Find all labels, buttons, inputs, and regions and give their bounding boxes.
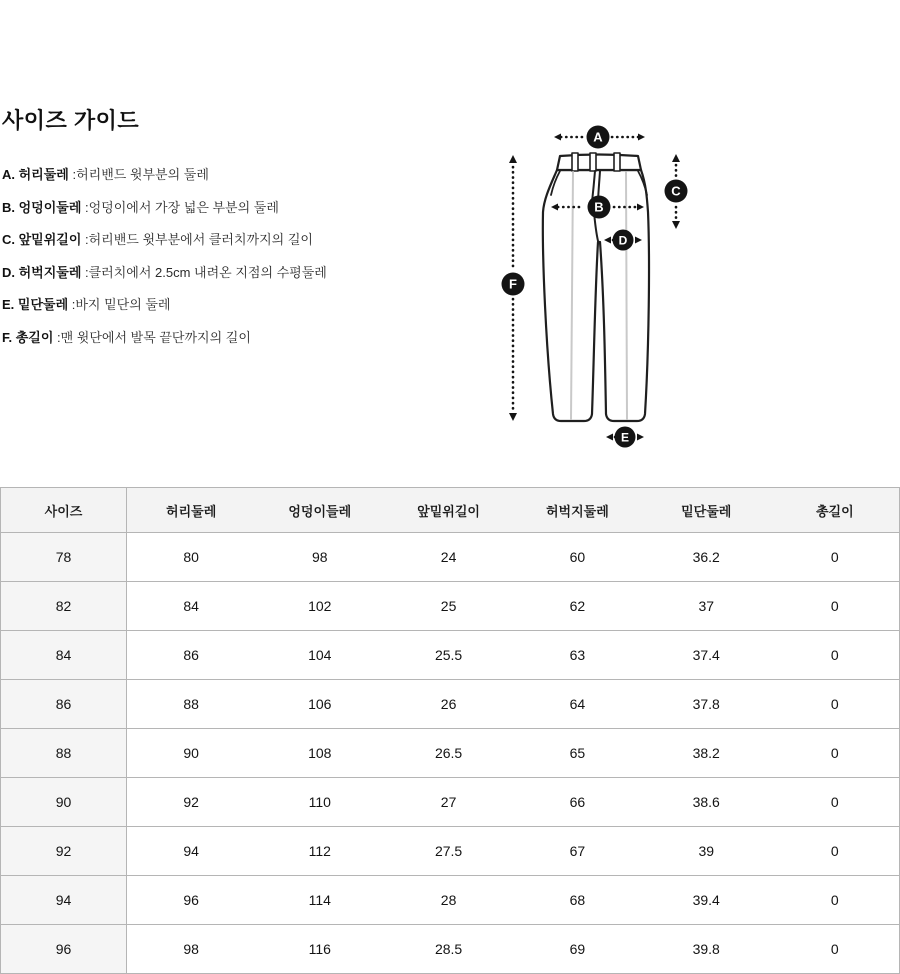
column-header: 앞밑위길이 <box>384 488 513 533</box>
table-cell: 0 <box>771 925 900 974</box>
table-row <box>1 729 900 778</box>
size-table-header <box>1 488 900 533</box>
table-cell: 90 <box>127 729 256 778</box>
measurement-description-list <box>2 167 472 362</box>
table-row <box>1 680 900 729</box>
table-cell: 0 <box>771 827 900 876</box>
table-cell: 39 <box>642 827 771 876</box>
table-cell: 94 <box>127 827 256 876</box>
measurement-label: F. 총길이 <box>2 329 58 345</box>
table-cell: 84 <box>127 582 256 631</box>
table-cell: 64 <box>513 680 642 729</box>
table-cell: 78 <box>1 533 127 582</box>
measurement-description <box>2 200 472 216</box>
marker-f-label: F <box>509 276 517 292</box>
table-row <box>1 827 900 876</box>
table-cell: 0 <box>771 582 900 631</box>
table-cell: 28.5 <box>384 925 513 974</box>
table-cell: 0 <box>771 631 900 680</box>
measurement-desc: :맨 윗단에서 발목 끝단까지의 길이 <box>57 329 251 345</box>
measurement-desc: :바지 밑단의 둘레 <box>71 297 171 312</box>
measurement-desc: :클러치에서 2.5cm 내려온 지점의 수평둘레 <box>85 264 327 280</box>
table-cell: 92 <box>1 827 127 876</box>
table-cell: 37.8 <box>642 680 771 729</box>
table-cell: 82 <box>1 582 127 631</box>
table-row <box>1 582 900 631</box>
measurement-desc: :엉덩이에서 가장 넓은 부분의 둘레 <box>85 199 279 215</box>
table-cell: 28 <box>384 876 513 925</box>
table-cell: 0 <box>771 680 900 729</box>
table-cell: 110 <box>255 778 384 827</box>
table-cell: 88 <box>127 680 256 729</box>
table-cell: 39.4 <box>642 876 771 925</box>
table-cell: 39.8 <box>642 925 771 974</box>
arrowhead <box>554 134 561 141</box>
table-cell: 25 <box>384 582 513 631</box>
table-row <box>1 631 900 680</box>
table-cell: 108 <box>255 729 384 778</box>
belt-loop <box>572 153 578 171</box>
table-cell: 69 <box>513 925 642 974</box>
marker-c-label: C <box>671 183 681 199</box>
table-row <box>1 533 900 582</box>
table-cell: 102 <box>255 582 384 631</box>
table-cell: 38.2 <box>642 729 771 778</box>
page-title: 사이즈 가이드 <box>2 108 140 133</box>
column-header: 허리둘레 <box>127 488 256 533</box>
measurement-label: D. 허벅지둘레 <box>2 264 86 280</box>
table-cell: 0 <box>771 533 900 582</box>
arrowhead <box>509 413 517 421</box>
marker-a-label: A <box>593 129 603 145</box>
pants-diagram-icon <box>480 108 700 458</box>
table-cell: 67 <box>513 827 642 876</box>
measurement-description <box>2 167 472 183</box>
waistband <box>557 155 641 171</box>
column-header: 허벅지둘레 <box>513 488 642 533</box>
table-cell: 36.2 <box>642 533 771 582</box>
table-cell: 114 <box>255 876 384 925</box>
table-cell: 92 <box>127 778 256 827</box>
column-header: 총길이 <box>771 488 900 533</box>
table-cell: 63 <box>513 631 642 680</box>
table-cell: 98 <box>127 925 256 974</box>
belt-loop <box>614 153 620 171</box>
table-cell: 96 <box>127 876 256 925</box>
table-cell: 80 <box>127 533 256 582</box>
header-row <box>1 488 900 533</box>
table-cell: 62 <box>513 582 642 631</box>
size-table <box>0 487 900 974</box>
measurement-desc: :허리밴드 윗부분의 둘레 <box>72 167 209 182</box>
table-cell: 84 <box>1 631 127 680</box>
crease-right <box>626 172 627 419</box>
table-cell: 26 <box>384 680 513 729</box>
table-cell: 0 <box>771 778 900 827</box>
pants-measurement-diagram <box>480 108 700 458</box>
measurement-description <box>2 265 472 281</box>
marker-e-label: E <box>620 430 630 445</box>
table-cell: 24 <box>384 533 513 582</box>
table-cell: 96 <box>1 925 127 974</box>
measurement-label: C. 앞밑위길이 <box>2 232 86 247</box>
table-cell: 27.5 <box>384 827 513 876</box>
table-cell: 25.5 <box>384 631 513 680</box>
table-cell: 65 <box>513 729 642 778</box>
arrowhead <box>672 221 680 229</box>
column-header: 엉덩이들레 <box>255 488 384 533</box>
table-cell: 98 <box>255 533 384 582</box>
arrowhead <box>606 434 613 441</box>
table-cell: 26.5 <box>384 729 513 778</box>
table-row <box>1 876 900 925</box>
measurement-desc: :허리밴드 윗부분에서 클러치까지의 길이 <box>85 232 313 247</box>
table-cell: 27 <box>384 778 513 827</box>
table-cell: 112 <box>255 827 384 876</box>
table-cell: 0 <box>771 729 900 778</box>
table-cell: 90 <box>1 778 127 827</box>
table-cell: 116 <box>255 925 384 974</box>
measurement-description <box>2 297 472 313</box>
belt-loop <box>590 153 596 171</box>
arrowhead <box>509 155 517 163</box>
measurement-label: A. 허리둘레 <box>2 167 73 182</box>
table-cell: 37 <box>642 582 771 631</box>
table-row <box>1 778 900 827</box>
measurement-description <box>2 232 472 248</box>
measurement-description <box>2 330 472 346</box>
arrowhead <box>637 434 644 441</box>
column-header: 밑단둘레 <box>642 488 771 533</box>
table-cell: 38.6 <box>642 778 771 827</box>
table-cell: 88 <box>1 729 127 778</box>
table-cell: 37.4 <box>642 631 771 680</box>
measurement-label: B. 엉덩이둘레 <box>2 199 86 215</box>
table-cell: 86 <box>1 680 127 729</box>
table-cell: 106 <box>255 680 384 729</box>
table-row <box>1 925 900 974</box>
marker-d-label: D <box>618 233 628 248</box>
marker-b-label: B <box>594 199 604 215</box>
table-cell: 66 <box>513 778 642 827</box>
measurement-label: E. 밑단둘레 <box>2 297 72 312</box>
arrowhead <box>638 134 645 141</box>
table-cell: 94 <box>1 876 127 925</box>
table-cell: 86 <box>127 631 256 680</box>
table-cell: 0 <box>771 876 900 925</box>
size-table-body <box>1 533 900 974</box>
table-cell: 68 <box>513 876 642 925</box>
table-cell: 104 <box>255 631 384 680</box>
arrowhead <box>672 154 680 162</box>
table-cell: 60 <box>513 533 642 582</box>
column-header: 사이즈 <box>1 488 127 533</box>
